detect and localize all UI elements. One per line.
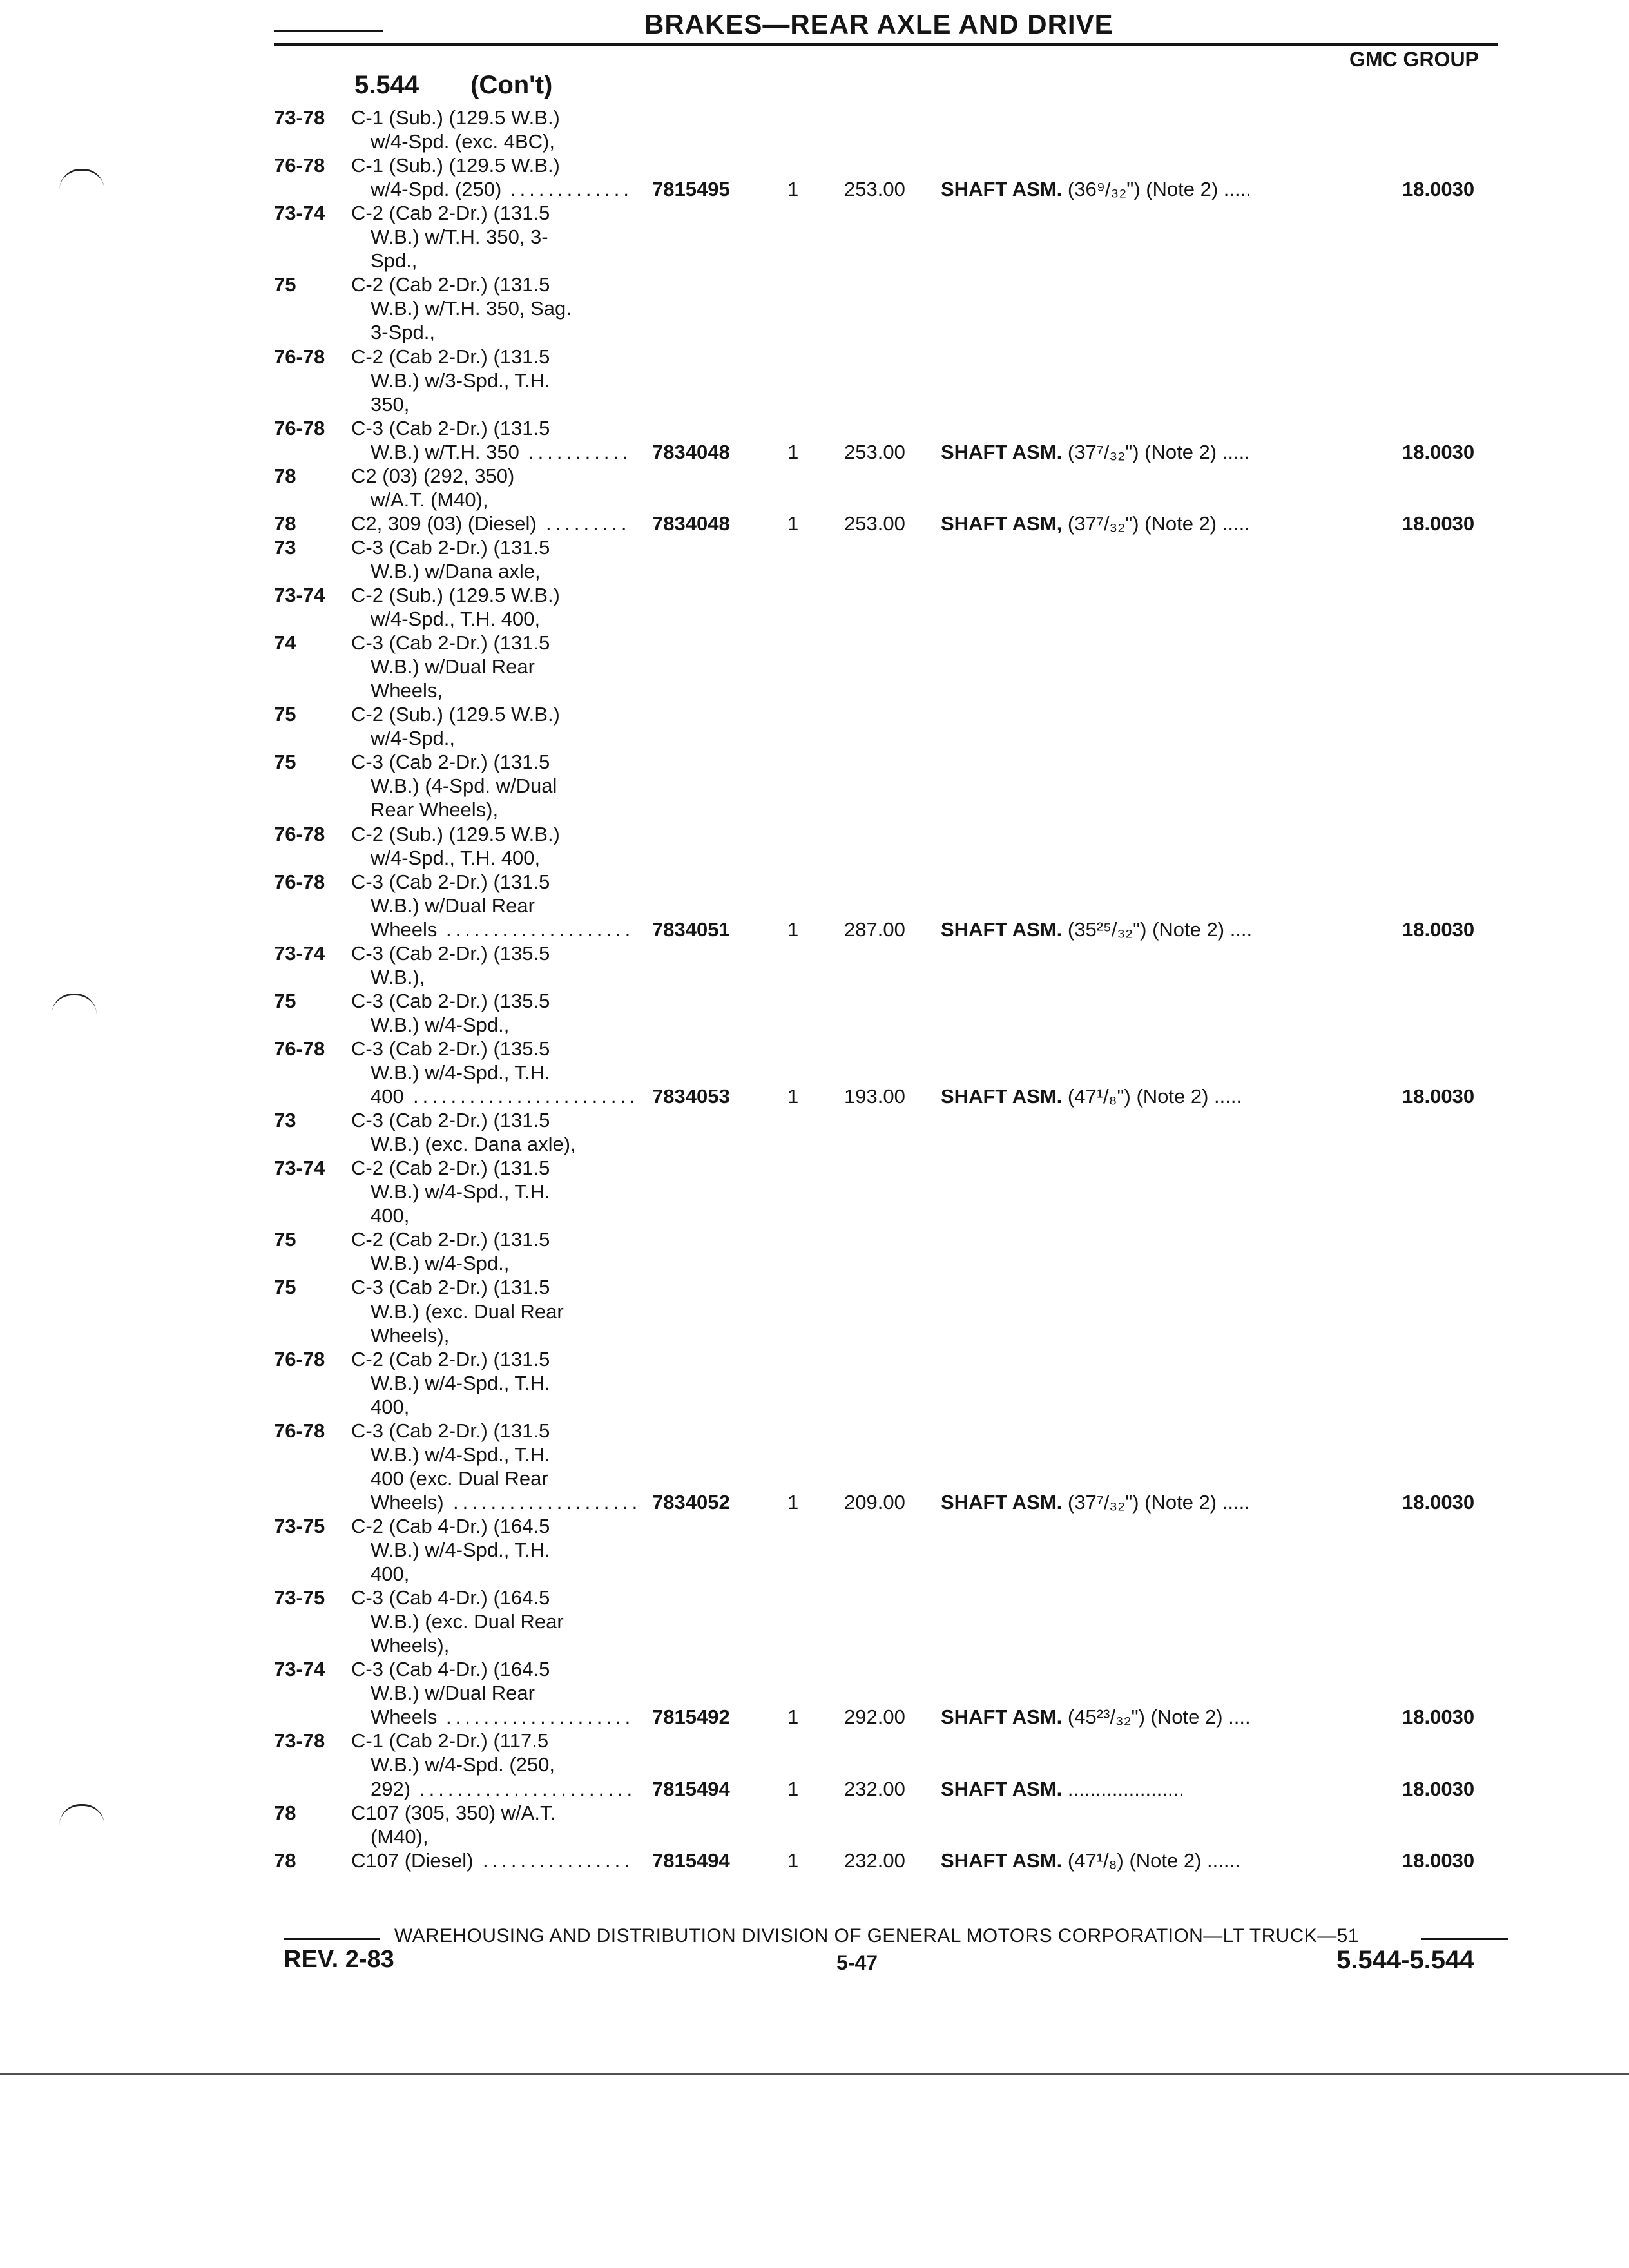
model-year: 76-78	[274, 1347, 325, 1370]
leader-dots: ....................	[453, 1490, 642, 1514]
list-item	[0, 320, 1629, 344]
leader-dots: .............	[510, 178, 633, 201]
price: 292.00	[844, 1706, 905, 1729]
application-text: 400,	[371, 1562, 410, 1586]
application-text: C-3 (Cab 4-Dr.) (164.5	[351, 1658, 550, 1681]
application-text: 400,	[371, 1395, 410, 1418]
model-year: 75	[274, 989, 296, 1012]
model-year: 78	[274, 1801, 296, 1824]
part-number: 7815495	[652, 178, 730, 201]
application-text: W.B.) w/Dual Rear	[371, 655, 535, 678]
application-text: w/A.T. (M40),	[371, 488, 488, 511]
model-year: 76-78	[274, 416, 325, 439]
part-description	[941, 1777, 1184, 1801]
part-description	[941, 1490, 1250, 1514]
application-text: C-3 (Cab 2-Dr.) (131.5	[351, 631, 550, 655]
application-text: Wheels)	[371, 1490, 444, 1514]
group-label: GMC GROUP	[1349, 48, 1479, 71]
list-item	[0, 583, 1629, 607]
model-year: 76-78	[274, 154, 325, 177]
application-text: W.B.) w/4-Spd., T.H.	[371, 1061, 550, 1084]
group-number: 18.0030	[1402, 918, 1475, 941]
application-text: 400	[371, 1085, 404, 1108]
part-number: 7834048	[652, 512, 730, 535]
application-text: w/4-Spd., T.H. 400,	[371, 846, 541, 869]
application-text: C-2 (Sub.) (129.5 W.B.)	[351, 703, 560, 726]
list-item	[0, 1610, 1629, 1633]
part-description	[941, 918, 1252, 941]
section-continued: (Con't)	[470, 71, 553, 99]
model-year: 73-78	[274, 106, 325, 129]
part-dimension-note: (47¹/₈") (Note 2) .....	[1062, 1085, 1242, 1108]
list-item	[0, 296, 1629, 320]
footer-text: WAREHOUSING AND DISTRIBUTION DIVISION OF GENERAL MOTORS CORPORATION—LT TRUCK—51	[394, 1925, 1359, 1946]
application-text: C-3 (Cab 2-Dr.) (131.5	[351, 1419, 550, 1442]
part-dimension-note: (45²³/₃₂") (Note 2) ....	[1062, 1706, 1251, 1729]
part-number: 7834048	[652, 440, 730, 463]
application-text: C-3 (Cab 2-Dr.) (131.5	[351, 535, 550, 559]
quantity: 1	[787, 178, 799, 201]
part-name: SHAFT ASM.	[941, 1085, 1063, 1108]
list-item	[0, 1538, 1629, 1562]
part-description	[941, 1705, 1251, 1729]
list-item	[0, 798, 1629, 822]
list-item	[0, 130, 1629, 153]
application-text: W.B.) w/4-Spd.,	[371, 1013, 510, 1036]
list-item	[0, 201, 1629, 225]
part-description	[941, 512, 1250, 535]
part-number: 7815494	[652, 1777, 730, 1800]
part-number: 7815494	[652, 1849, 730, 1872]
list-item	[0, 1825, 1629, 1849]
application-text: Wheels,	[371, 679, 443, 702]
list-item	[0, 559, 1629, 583]
revision-label: REV. 2-83	[284, 1946, 394, 1973]
group-number: 18.0030	[1402, 1490, 1475, 1514]
list-item	[0, 440, 1629, 464]
group-number: 18.0030	[1402, 512, 1475, 535]
application-text: 350,	[371, 392, 410, 416]
model-year: 75	[274, 703, 296, 726]
list-item	[0, 1681, 1629, 1705]
list-item	[0, 607, 1629, 631]
list-item	[0, 1323, 1629, 1347]
footer-rule-left	[284, 1938, 380, 1940]
list-item	[0, 416, 1629, 440]
application-text: 3-Spd.,	[371, 321, 435, 344]
section-range: 5.544-5.544	[1336, 1946, 1474, 1974]
list-item	[0, 1443, 1629, 1466]
list-item	[0, 1657, 1629, 1681]
part-description	[941, 440, 1250, 464]
price: 253.00	[844, 178, 905, 201]
application-text: C-2 (Cab 4-Dr.) (164.5	[351, 1514, 550, 1537]
part-number: 7834052	[652, 1490, 730, 1514]
list-item	[0, 1108, 1629, 1132]
list-item	[0, 1801, 1629, 1825]
application-text: Wheels),	[371, 1634, 450, 1657]
quantity: 1	[787, 918, 799, 941]
application-text: C-3 (Cab 2-Dr.) (131.5	[351, 751, 550, 774]
model-year: 75	[274, 751, 296, 774]
application-text: C-2 (Cab 2-Dr.) (131.5	[351, 1157, 550, 1180]
application-text: W.B.) w/4-Spd., T.H.	[371, 1180, 550, 1204]
part-description	[941, 1084, 1242, 1108]
part-name: SHAFT ASM,	[941, 512, 1063, 535]
part-number: 7834053	[652, 1085, 730, 1108]
application-text: C-2 (Cab 2-Dr.) (131.5	[351, 273, 550, 296]
list-item	[0, 1633, 1629, 1657]
part-dimension-note: (37⁷/₃₂") (Note 2) .....	[1062, 440, 1250, 463]
model-year: 74	[274, 631, 296, 655]
application-text: C-3 (Cab 2-Dr.) (131.5	[351, 416, 550, 439]
group-number: 18.0030	[1402, 1849, 1475, 1872]
application-text: C-2 (Cab 2-Dr.) (131.5	[351, 345, 550, 368]
leader-dots: ................	[483, 1849, 633, 1872]
page-number: 5-47	[836, 1951, 878, 1974]
list-item	[0, 965, 1629, 989]
list-item	[0, 1061, 1629, 1084]
application-text: W.B.) w/4-Spd., T.H.	[371, 1539, 550, 1561]
model-year: 73-74	[274, 584, 325, 606]
application-text: W.B.) w/4-Spd.,	[371, 1252, 510, 1275]
list-item	[0, 1419, 1629, 1443]
list-item	[0, 918, 1629, 941]
model-year: 73-75	[274, 1514, 325, 1537]
list-item	[0, 631, 1629, 655]
list-item	[0, 1204, 1629, 1227]
application-text: W.B.) (4-Spd. w/Dual	[371, 774, 557, 798]
list-item	[0, 1371, 1629, 1395]
list-item	[0, 870, 1629, 894]
application-text: C-2 (Cab 2-Dr.) (131.5	[351, 1228, 550, 1251]
quantity: 1	[787, 1849, 799, 1872]
list-item	[0, 464, 1629, 488]
application-text: 400 (exc. Dual Rear	[371, 1466, 548, 1490]
list-item	[0, 249, 1629, 273]
application-text: W.B.) w/4-Spd. (250,	[371, 1753, 555, 1776]
list-item	[0, 1395, 1629, 1419]
list-item	[0, 1586, 1629, 1610]
model-year: 73-74	[274, 1658, 325, 1681]
leader-dots: .......................	[419, 1777, 637, 1800]
list-item	[0, 1227, 1629, 1251]
application-text: W.B.),	[371, 965, 425, 988]
part-name: SHAFT ASM.	[941, 1490, 1063, 1514]
leader-dots: ....................	[446, 918, 635, 941]
list-item	[0, 750, 1629, 774]
model-year: 73-78	[274, 1729, 325, 1753]
list-item	[0, 678, 1629, 702]
leader-dots: .........	[546, 512, 631, 535]
list-item	[0, 941, 1629, 965]
part-number: 7834051	[652, 918, 730, 941]
list-item	[0, 225, 1629, 249]
model-year: 73-75	[274, 1586, 325, 1610]
list-item	[0, 1013, 1629, 1037]
model-year: 76-78	[274, 822, 325, 845]
quantity: 1	[787, 512, 799, 535]
list-item	[0, 1037, 1629, 1061]
application-text: C-3 (Cab 2-Dr.) (131.5	[351, 870, 550, 893]
application-text: W.B.) w/Dual Rear	[371, 894, 535, 917]
application-text: C-3 (Cab 2-Dr.) (131.5	[351, 1109, 550, 1132]
application-text: C-3 (Cab 2-Dr.) (135.5	[351, 941, 550, 965]
part-dimension-note: (37⁷/₃₂") (Note 2) .....	[1062, 512, 1250, 535]
quantity: 1	[787, 1085, 799, 1108]
price: 253.00	[844, 512, 905, 535]
section-number: 5.544	[354, 71, 419, 99]
list-item	[0, 726, 1629, 750]
application-text: Spd.,	[371, 249, 418, 273]
application-text: C-3 (Cab 2-Dr.) (135.5	[351, 989, 550, 1012]
application-text: C107 (305, 350) w/A.T.	[351, 1801, 556, 1824]
list-item	[0, 369, 1629, 392]
part-name: SHAFT ASM.	[941, 440, 1063, 463]
application-text: W.B.) w/3-Spd., T.H.	[371, 369, 550, 392]
part-number: 7815492	[652, 1706, 730, 1729]
page-title: BRAKES—REAR AXLE AND DRIVE	[644, 9, 1113, 39]
list-item	[0, 822, 1629, 846]
part-name: SHAFT ASM.	[941, 1777, 1063, 1800]
application-text: C2, 309 (03) (Diesel)	[351, 512, 537, 535]
application-text: C-3 (Cab 4-Dr.) (164.5	[351, 1586, 550, 1610]
model-year: 73	[274, 535, 296, 559]
part-name: SHAFT ASM.	[941, 918, 1063, 941]
application-text: Wheels	[371, 918, 438, 941]
application-text: C-3 (Cab 2-Dr.) (131.5	[351, 1276, 550, 1299]
group-number: 18.0030	[1402, 1706, 1475, 1729]
list-item	[0, 153, 1629, 177]
model-year: 75	[274, 1276, 296, 1299]
list-item	[0, 1300, 1629, 1323]
application-text: C-1 (Cab 2-Dr.) (117.5	[351, 1729, 549, 1753]
list-item	[0, 1705, 1629, 1729]
application-text: W.B.) w/4-Spd., T.H.	[371, 1443, 550, 1466]
application-text: C2 (03) (292, 350)	[351, 464, 515, 487]
application-text: W.B.) w/4-Spd., T.H.	[371, 1371, 550, 1394]
application-text: w/4-Spd.,	[371, 727, 455, 750]
quantity: 1	[787, 1490, 799, 1514]
application-text: C-1 (Sub.) (129.5 W.B.)	[351, 154, 560, 177]
model-year: 73	[274, 1109, 296, 1132]
group-number: 18.0030	[1402, 1777, 1475, 1800]
application-text: (M40),	[371, 1825, 429, 1848]
application-text: 292)	[371, 1777, 411, 1800]
list-item	[0, 1777, 1629, 1801]
footer-rule-right	[1421, 1938, 1508, 1940]
list-item	[0, 345, 1629, 369]
part-name: SHAFT ASM.	[941, 178, 1063, 201]
list-item	[0, 1156, 1629, 1180]
quantity: 1	[787, 1706, 799, 1729]
list-item	[0, 1084, 1629, 1108]
part-dimension-note: (36⁹/₃₂") (Note 2) .....	[1062, 178, 1251, 201]
model-year: 78	[274, 512, 296, 535]
part-name: SHAFT ASM.	[941, 1849, 1063, 1872]
list-item	[0, 846, 1629, 870]
model-year: 76-78	[274, 1419, 325, 1442]
quantity: 1	[787, 1777, 799, 1800]
list-item	[0, 1275, 1629, 1299]
part-dimension-note: (35²⁵/₃₂") (Note 2) ....	[1062, 918, 1253, 941]
model-year: 76-78	[274, 1037, 325, 1060]
group-number: 18.0030	[1402, 178, 1475, 201]
application-text: C-1 (Sub.) (129.5 W.B.)	[351, 106, 560, 129]
group-number: 18.0030	[1402, 440, 1475, 463]
list-item	[0, 1347, 1629, 1371]
model-year: 73-74	[274, 941, 325, 965]
application-text: W.B.) w/Dana axle,	[371, 559, 541, 582]
part-dimension-note: .....................	[1062, 1777, 1184, 1800]
application-text: C-2 (Sub.) (129.5 W.B.)	[351, 584, 560, 606]
leader-dots: ........................	[413, 1085, 639, 1108]
application-text: W.B.) w/T.H. 350	[371, 440, 519, 463]
list-item	[0, 655, 1629, 678]
application-text: C-3 (Cab 2-Dr.) (135.5	[351, 1037, 550, 1060]
leader-dots: ....................	[446, 1706, 635, 1729]
application-text: C107 (Diesel)	[351, 1849, 474, 1872]
list-item	[0, 702, 1629, 726]
list-item	[0, 1753, 1629, 1776]
list-item	[0, 273, 1629, 296]
list-item	[0, 1132, 1629, 1156]
price: 253.00	[844, 440, 905, 463]
leader-dots: ...........	[528, 440, 632, 463]
application-text: w/4-Spd., T.H. 400,	[371, 608, 541, 631]
list-item	[0, 774, 1629, 798]
application-text: w/4-Spd. (exc. 4BC),	[371, 130, 555, 153]
model-year: 75	[274, 273, 296, 296]
list-item	[0, 1180, 1629, 1204]
part-description	[941, 177, 1251, 201]
model-year: 76-78	[274, 870, 325, 893]
list-item	[0, 1490, 1629, 1514]
price: 209.00	[844, 1490, 905, 1514]
list-item	[0, 106, 1629, 130]
application-text: W.B.) w/T.H. 350, Sag.	[371, 297, 572, 320]
model-year: 73-74	[274, 1157, 325, 1180]
price: 287.00	[844, 918, 905, 941]
list-item	[0, 1729, 1629, 1753]
list-item	[0, 1251, 1629, 1275]
model-year: 76-78	[274, 345, 325, 368]
application-text: W.B.) (exc. Dual Rear	[371, 1300, 564, 1323]
model-year: 73-74	[274, 202, 325, 225]
application-text: w/4-Spd. (250)	[371, 178, 502, 201]
list-item	[0, 392, 1629, 416]
price: 193.00	[844, 1085, 905, 1108]
application-text: W.B.) (exc. Dual Rear	[371, 1610, 564, 1633]
part-dimension-note: (47¹/₈) (Note 2) ......	[1062, 1849, 1240, 1872]
scan-edge-line	[0, 2073, 1629, 2075]
list-item	[0, 1514, 1629, 1538]
list-item	[0, 177, 1629, 201]
list-item	[0, 894, 1629, 918]
application-text: W.B.) w/T.H. 350, 3-	[371, 226, 548, 249]
quantity: 1	[787, 440, 799, 463]
application-text: 400,	[371, 1204, 410, 1227]
list-item	[0, 989, 1629, 1013]
application-text: Wheels),	[371, 1323, 450, 1347]
model-year: 75	[274, 1228, 296, 1251]
list-item	[0, 512, 1629, 535]
price: 232.00	[844, 1777, 905, 1800]
part-dimension-note: (37⁷/₃₂") (Note 2) .....	[1062, 1490, 1250, 1514]
group-number: 18.0030	[1402, 1085, 1475, 1108]
application-text: Rear Wheels),	[371, 798, 499, 822]
list-item	[0, 488, 1629, 512]
list-item	[0, 535, 1629, 559]
part-name: SHAFT ASM.	[941, 1706, 1063, 1729]
application-text: C-2 (Cab 2-Dr.) (131.5	[351, 202, 550, 225]
application-text: Wheels	[371, 1706, 438, 1729]
model-year: 78	[274, 1849, 296, 1872]
price: 232.00	[844, 1849, 905, 1872]
model-year: 78	[274, 464, 296, 487]
list-item	[0, 1849, 1629, 1872]
application-text: C-2 (Cab 2-Dr.) (131.5	[351, 1347, 550, 1370]
list-item	[0, 1466, 1629, 1490]
application-text: C-2 (Sub.) (129.5 W.B.)	[351, 822, 560, 845]
part-description	[941, 1849, 1240, 1872]
list-item	[0, 1562, 1629, 1586]
application-text: W.B.) (exc. Dana axle),	[371, 1133, 576, 1156]
application-text: W.B.) w/Dual Rear	[371, 1682, 535, 1705]
